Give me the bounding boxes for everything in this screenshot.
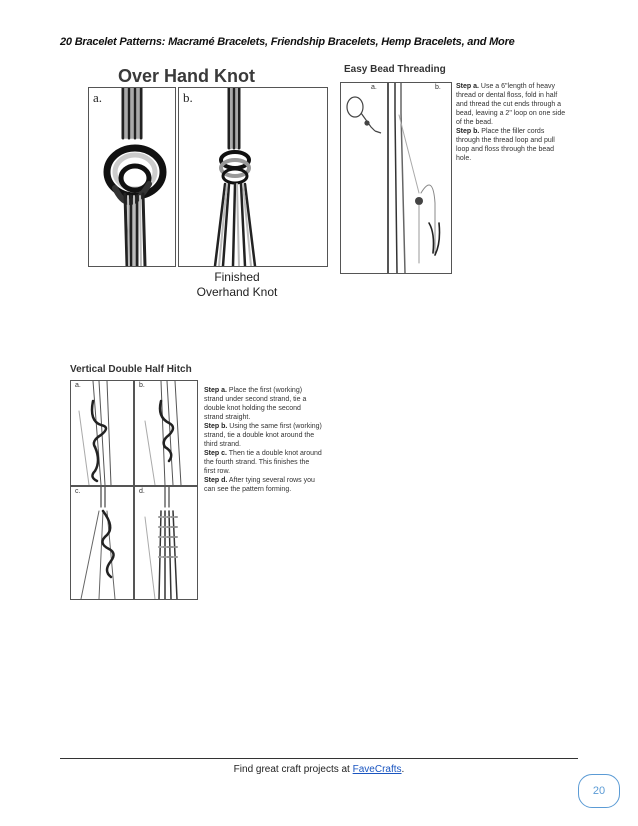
hitch-step-a [204,386,322,422]
bead-step-b [456,127,568,163]
step-label: Step a. [204,387,227,394]
hitch-step-b [204,422,322,449]
hitch-d-illustration [135,487,197,599]
hitch-panel-a [70,380,134,486]
hitch-c-illustration [71,487,133,599]
bead-threading-title: Easy Bead Threading [344,64,446,75]
overhand-knot-figure [62,62,330,306]
footer-divider [60,758,578,759]
step-label: Step b. [204,423,228,430]
hitch-a-illustration [71,381,133,485]
half-hitch-title: Vertical Double Half Hitch [70,364,192,375]
bead-panel-a [340,82,388,274]
step-text: Use a 6"length of heavy thread or dental floss, fold in half and thread the cut ends through a bead, leaving a 2" loop on one side of the bead. [456,83,566,126]
header-title: 20 Bracelet Patterns: Macramé Bracelets, Friendship Bracelets, Hemp Bracelets, and More [60,36,515,48]
bead-panel-b [388,82,452,274]
bead-step-a [456,82,568,127]
bead-threading-figure [336,62,572,276]
overhand-knot-title: Over Hand Knot [118,66,256,86]
footer-text: Find great craft projects at [233,764,353,775]
hitch-panel-b [134,380,198,486]
panel-label: b. [183,90,193,105]
hitch-steps [204,386,322,494]
step-text: Place the filler cords through the thread loop and pull loop and floss through the bead hole. [456,128,555,162]
footer [0,764,638,775]
caption-line-2: Overhand Knot [196,285,278,299]
step-label: Step c. [204,450,227,457]
bead-a-illustration [341,83,387,273]
caption-line-1: Finished [214,270,260,284]
step-text: Then tie a double knot around the fourth strand. This finishes the first row. [204,450,322,475]
hitch-step-c [204,449,322,476]
step-label: Step b. [456,128,480,135]
step-text: After tying several rows you can see the pattern forming. [204,477,315,493]
bead-steps [456,82,568,163]
panel-label: a. [93,90,103,105]
overhand-knot-b-illustration [179,88,327,266]
step-label: Step d. [204,477,228,484]
overhand-panel-b [178,87,328,267]
hitch-b-illustration [135,381,197,485]
overhand-panel-a [88,87,176,267]
hitch-panel-c [70,486,134,600]
panel-label: d. [139,488,145,495]
panel-label: b. [139,382,145,389]
footer-text-end: . [401,764,405,775]
panel-label: a. [371,84,377,91]
panel-label: a. [75,382,81,389]
panel-label: b. [435,84,441,91]
step-label: Step a. [456,83,479,90]
step-text: Place the first (working) strand under second strand, tie a double knot holding the second strand straight. [204,387,307,421]
hitch-panel-d [134,486,198,600]
hitch-step-d [204,476,322,494]
overhand-caption [182,270,292,300]
panel-label: c. [75,488,81,495]
page-number: 20 [578,774,620,808]
half-hitch-figure [62,362,330,600]
overhand-knot-a-illustration [89,88,175,266]
favecrafts-link[interactable]: FaveCrafts [352,764,402,775]
step-text: Using the same first (working) strand, tie a double knot around the third strand. [204,423,322,448]
bead-b-illustration [389,83,451,273]
